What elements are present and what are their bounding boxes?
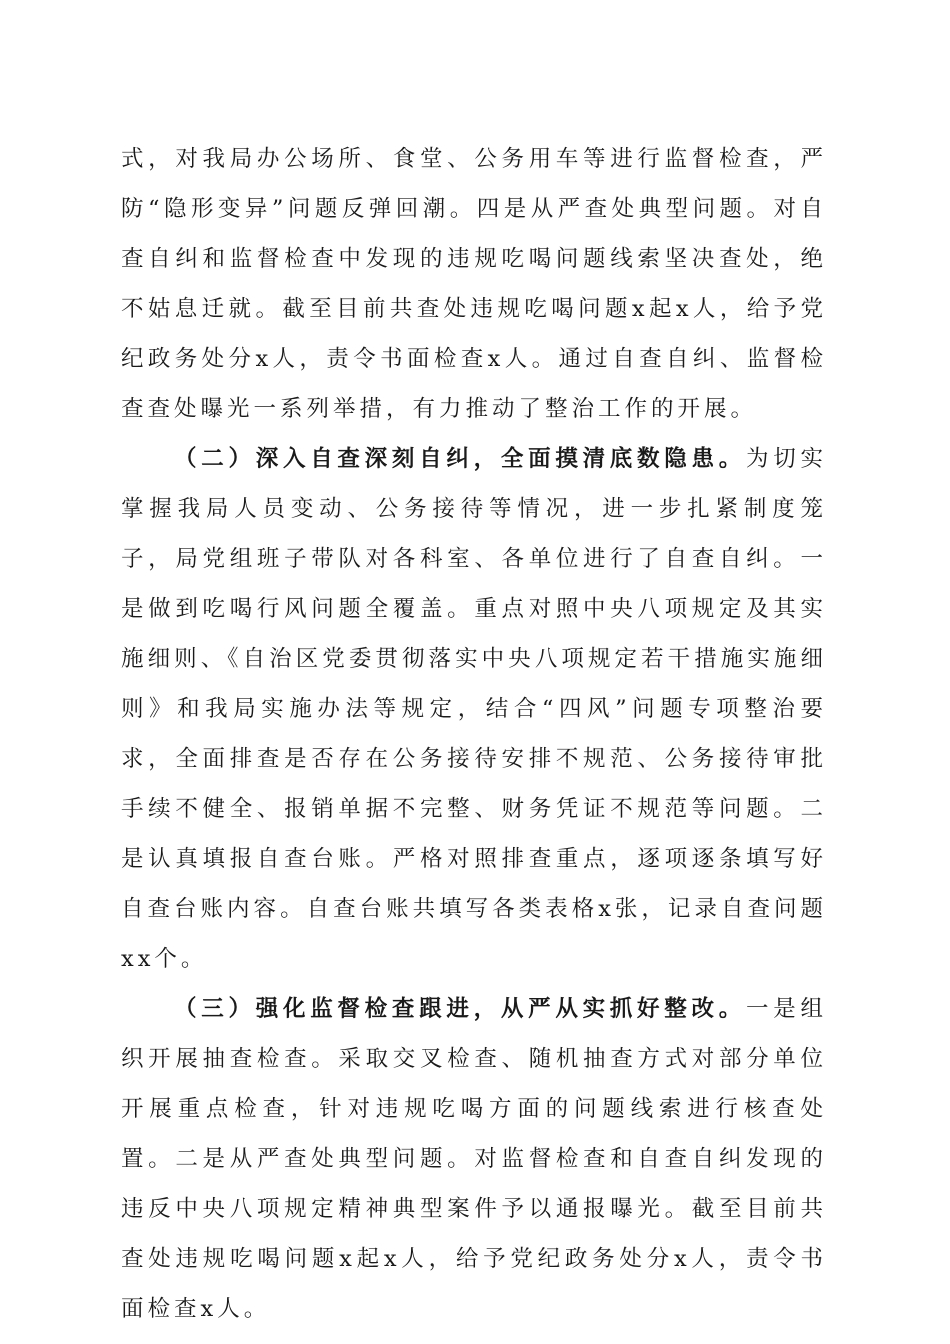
paragraph-section-3 <box>121 984 827 1334</box>
document-body <box>121 134 827 1334</box>
paragraph-continuation <box>121 134 827 434</box>
paragraph-text: 一是组织开展抽查检查。采取交叉检查、随机抽查方式对部分单位开展重点检查，针对违规吃喝方面的问题线索进行核查处置。二是从严查处典型问题。对监督检查和自查自纠发现的违反中央八项规定精神典型案件予以通报曝光。截至目前共查处违规吃喝问题x起x人，给予党纪政务处分x人，责令书面检查x人。 <box>121 996 827 1322</box>
paragraph-text: 式，对我局办公场所、食堂、公务用车等进行监督检查，严防“隐形变异”问题反弹回潮。四是从严查处典型问题。对自查自纠和监督检查中发现的违规吃喝问题线索坚决查处，绝不姑息迁就。截至目前共查处违规吃喝问题x起x人，给予党纪政务处分x人，责令书面检查x人。通过自查自纠、监督检查查处曝光一系列举措，有力推动了整治工作的开展。 <box>121 146 827 422</box>
section-heading: （二）深入自查深刻自纠，全面摸清底数隐患。 <box>174 446 746 472</box>
section-heading: （三）强化监督检查跟进，从严从实抓好整改。 <box>174 996 746 1022</box>
paragraph-text: 为切实掌握我局人员变动、公务接待等情况，进一步扎紧制度笼子，局党组班子带队对各科室、各单位进行了自查自纠。一是做到吃喝行风问题全覆盖。重点对照中央八项规定及其实施细则、《自治区党委贯彻落实中央八项规定若干措施实施细则》和我局实施办法等规定，结合“四风”问题专项整治要求，全面排查是否存在公务接待安排不规范、公务接待审批手续不健全、报销单据不完整、财务凭证不规范等问题。二是认真填报自查台账。严格对照排查重点，逐项逐条填写好自查台账内容。自查台账共填写各类表格x张，记录自查问题xx个。 <box>121 446 827 972</box>
paragraph-section-2 <box>121 434 827 984</box>
